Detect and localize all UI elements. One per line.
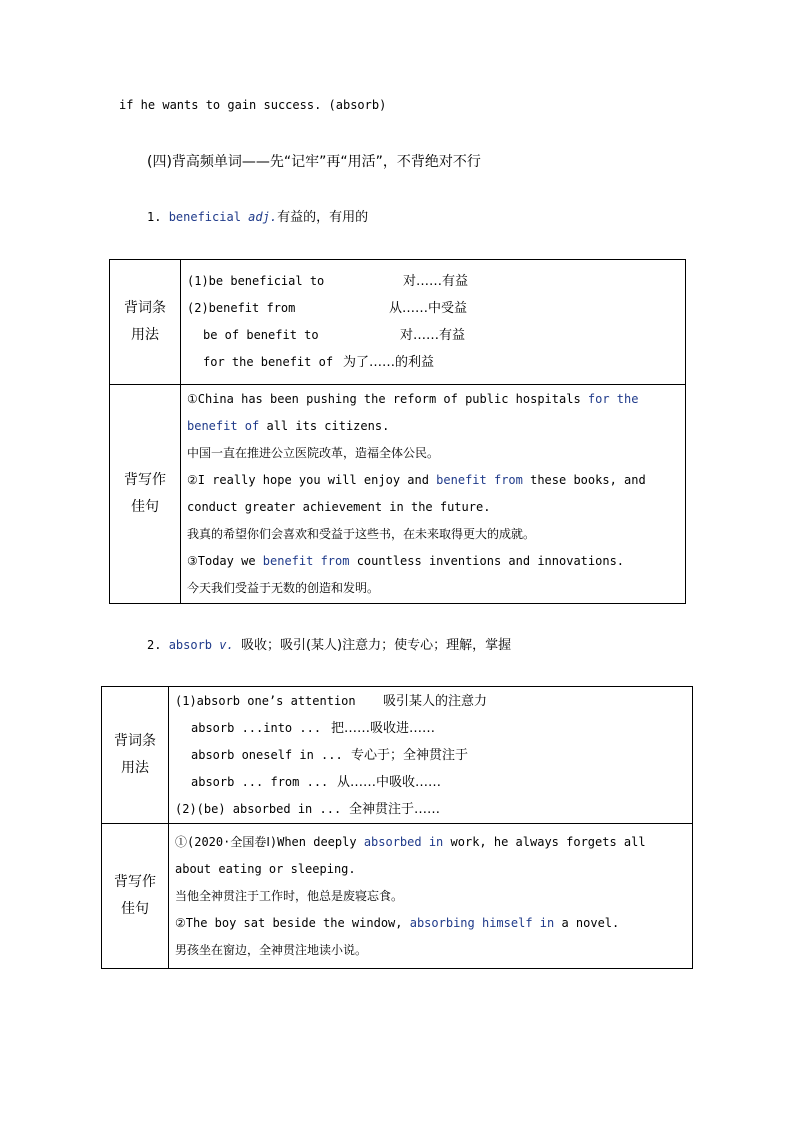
word2-examples-label: 背写作佳句 bbox=[102, 824, 169, 969]
example-translation: 当他全神贯注于工作时，他总是废寝忘食。 bbox=[175, 888, 404, 903]
example-sentence: ②The boy sat beside the window, absorbing himself in a novel. bbox=[175, 915, 620, 930]
continued-sentence: if he wants to gain success. (absorb) bbox=[119, 98, 387, 112]
word1-usage-cell bbox=[181, 260, 686, 385]
section-heading: (四)背高频单词——先“记牢”再“用活”，不背绝对不行 bbox=[147, 154, 481, 170]
word1-examples-cell bbox=[181, 385, 686, 604]
word2-meaning: 吸收；吸引(某人)注意力；使专心；理解，掌握 bbox=[240, 638, 512, 653]
example-translation: 今天我们受益于无数的创造和发明。 bbox=[187, 581, 380, 595]
usage-item: be of benefit to 对……有益 bbox=[203, 328, 466, 343]
word1-examples-label: 背写作佳句 bbox=[110, 385, 181, 604]
usage-item: (1)be beneficial to 对……有益 bbox=[187, 274, 469, 289]
usage-item: (1)absorb one’s attention 吸引某人的注意力 bbox=[175, 693, 488, 709]
usage-item: for the benefit of 为了……的利益 bbox=[203, 355, 435, 370]
example-translation: 我真的希望你们会喜欢和受益于这些书，在未来取得更大的成就。 bbox=[187, 527, 536, 541]
usage-item: absorb ...into ... 把……吸收进…… bbox=[191, 720, 436, 736]
example-sentence: ①(2020·全国卷Ⅰ)When deeply absorbed in work, he always forgets all about eating or sleeping. bbox=[175, 834, 646, 876]
usage-item: absorb ... from ... 从……中吸收…… bbox=[191, 774, 442, 790]
word2-usage-label: 背词条用法 bbox=[102, 687, 169, 824]
example-sentence: ③Today we benefit from countless inventions and innovations. bbox=[187, 554, 625, 568]
word2-pos: v. bbox=[219, 638, 234, 652]
word1-word: beneficial bbox=[168, 210, 241, 224]
usage-item: absorb oneself in ... 专心于；全神贯注于 bbox=[191, 747, 469, 763]
word1-number: 1. bbox=[147, 210, 162, 224]
word2-word: absorb bbox=[168, 638, 213, 652]
word2-table bbox=[101, 686, 693, 969]
word2-usage-cell bbox=[169, 687, 693, 824]
example-translation: 中国一直在推进公立医院改革，造福全体公民。 bbox=[187, 446, 440, 460]
word1-pos: adj. bbox=[248, 210, 278, 224]
word1-table bbox=[109, 259, 686, 604]
example-translation: 男孩坐在窗边，全神贯注地读小说。 bbox=[175, 942, 368, 957]
word1-heading bbox=[147, 206, 368, 225]
example-sentence: ①China has been pushing the reform of public hospitals for the benefit of all its citizens. bbox=[187, 392, 639, 433]
example-sentence: ②I really hope you will enjoy and benefit from these books, and conduct greater achievement in the future. bbox=[187, 473, 646, 514]
word2-heading bbox=[147, 634, 511, 653]
word2-number: 2. bbox=[147, 638, 162, 652]
word1-usage-label: 背词条用法 bbox=[110, 260, 181, 385]
word1-meaning: 有益的，有用的 bbox=[277, 210, 369, 225]
usage-item: (2)(be) absorbed in ... 全神贯注于…… bbox=[175, 801, 441, 817]
usage-item: (2)benefit from 从……中受益 bbox=[187, 301, 468, 316]
word2-examples-cell bbox=[169, 824, 693, 969]
